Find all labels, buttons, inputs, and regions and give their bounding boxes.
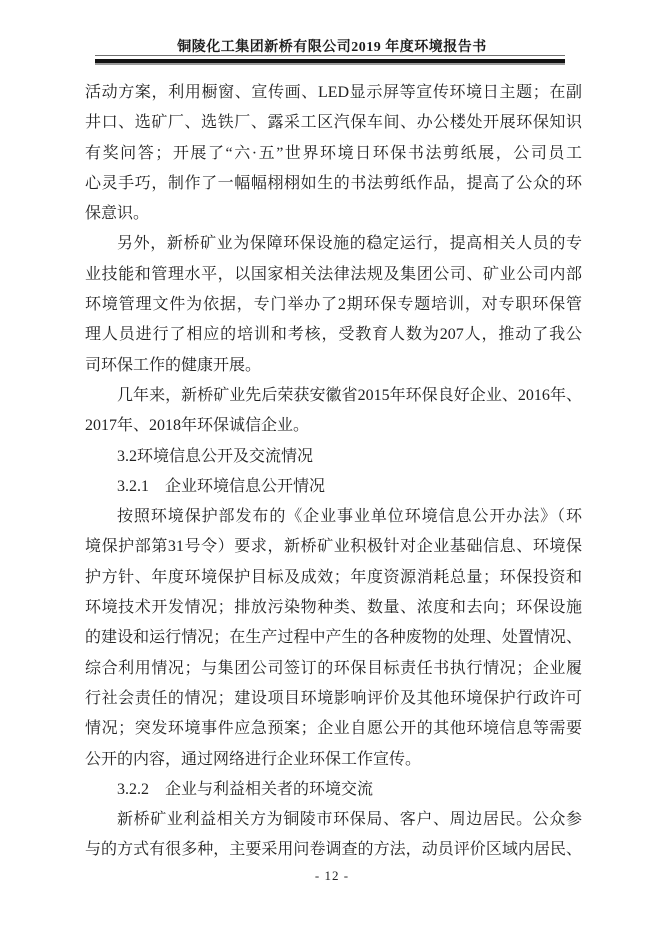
text-line: 护方针、年度环境保护目标及成效；年度资源消耗总量；环保投资和 bbox=[85, 568, 582, 586]
text-line: 行社会责任的情况；建设项目环境影响评价及其他环境保护行政许可 bbox=[85, 689, 582, 707]
section-heading: 3.2.2 企业与利益相关者的环境交流 bbox=[117, 780, 374, 798]
text-line: 按照环境保护部发布的《企业事业单位环境信息公开办法》（环 bbox=[117, 508, 582, 526]
text-line: 理人员进行了相应的培训和考核，受教育人数为207人，推动了我公 bbox=[85, 326, 582, 344]
text-line: 公开的内容，通过网络进行企业环保工作宣传。 bbox=[85, 750, 422, 768]
text-line: 的建设和运行情况；在生产过程中产生的各种废物的处理、处置情况、 bbox=[85, 629, 582, 647]
text-line: 与的方式有很多种，主要采用问卷调查的方法，动员评价区域内居民、 bbox=[85, 841, 582, 859]
header-rule bbox=[95, 55, 565, 65]
header-rule-shadow-line bbox=[95, 63, 565, 65]
text-line: 几年来，新桥矿业先后荣获安徽省2015年环保良好企业、2016年、 bbox=[117, 386, 582, 404]
text-line: 2017年、2018年环保诚信企业。 bbox=[85, 417, 310, 435]
text-line: 业技能和管理水平，以国家相关法律法规及集团公司、矿业公司内部 bbox=[85, 265, 582, 283]
text-line: 境保护部第31号令）要求，新桥矿业积极针对企业基础信息、环境保 bbox=[85, 538, 582, 556]
section-heading: 3.2环境信息公开及交流情况 bbox=[117, 447, 314, 465]
text-line: 活动方案，利用橱窗、宣传画、LED显示屏等宣传环境日主题；在副 bbox=[85, 84, 582, 101]
text-line: 情况；突发环境事件应急预案；企业自愿公开的其他环境信息等需要 bbox=[85, 720, 582, 738]
document-body bbox=[85, 78, 582, 866]
text-line: 保意识。 bbox=[85, 205, 150, 223]
text-line: 新桥矿业利益相关方为铜陵市环保局、客户、周边居民。公众参 bbox=[117, 811, 582, 829]
text-line: 有奖问答；开展了“六·五”世界环境日环保书法剪纸展，公司员工 bbox=[85, 144, 582, 162]
text-line: 心灵手巧，制作了一幅幅栩栩如生的书法剪纸作品，提高了公众的环 bbox=[85, 174, 582, 192]
page-number: - 12 - bbox=[314, 868, 350, 883]
text-line: 另外，新桥矿业为保障环保设施的稳定运行，提高相关人员的专 bbox=[117, 235, 582, 253]
text-line: 司环保工作的健康开展。 bbox=[85, 356, 262, 374]
text-line: 环境技术开发情况；排放污染物种类、数量、浓度和去向；环保设施 bbox=[85, 599, 582, 617]
text-line: 环境管理文件为依据，专门举办了2期环保专题培训，对专职环保管 bbox=[85, 296, 582, 314]
header-title: 铜陵化工集团新桥有限公司2019 年度环境报告书 bbox=[177, 40, 487, 55]
text-line: 综合利用情况；与集团公司签订的环保目标责任书执行情况；企业履 bbox=[85, 659, 582, 677]
text-line: 井口、选矿厂、选铁厂、露采工区汽保车间、办公楼处开展环保知识 bbox=[85, 114, 582, 132]
section-heading: 3.2.1 企业环境信息公开情况 bbox=[117, 477, 326, 495]
